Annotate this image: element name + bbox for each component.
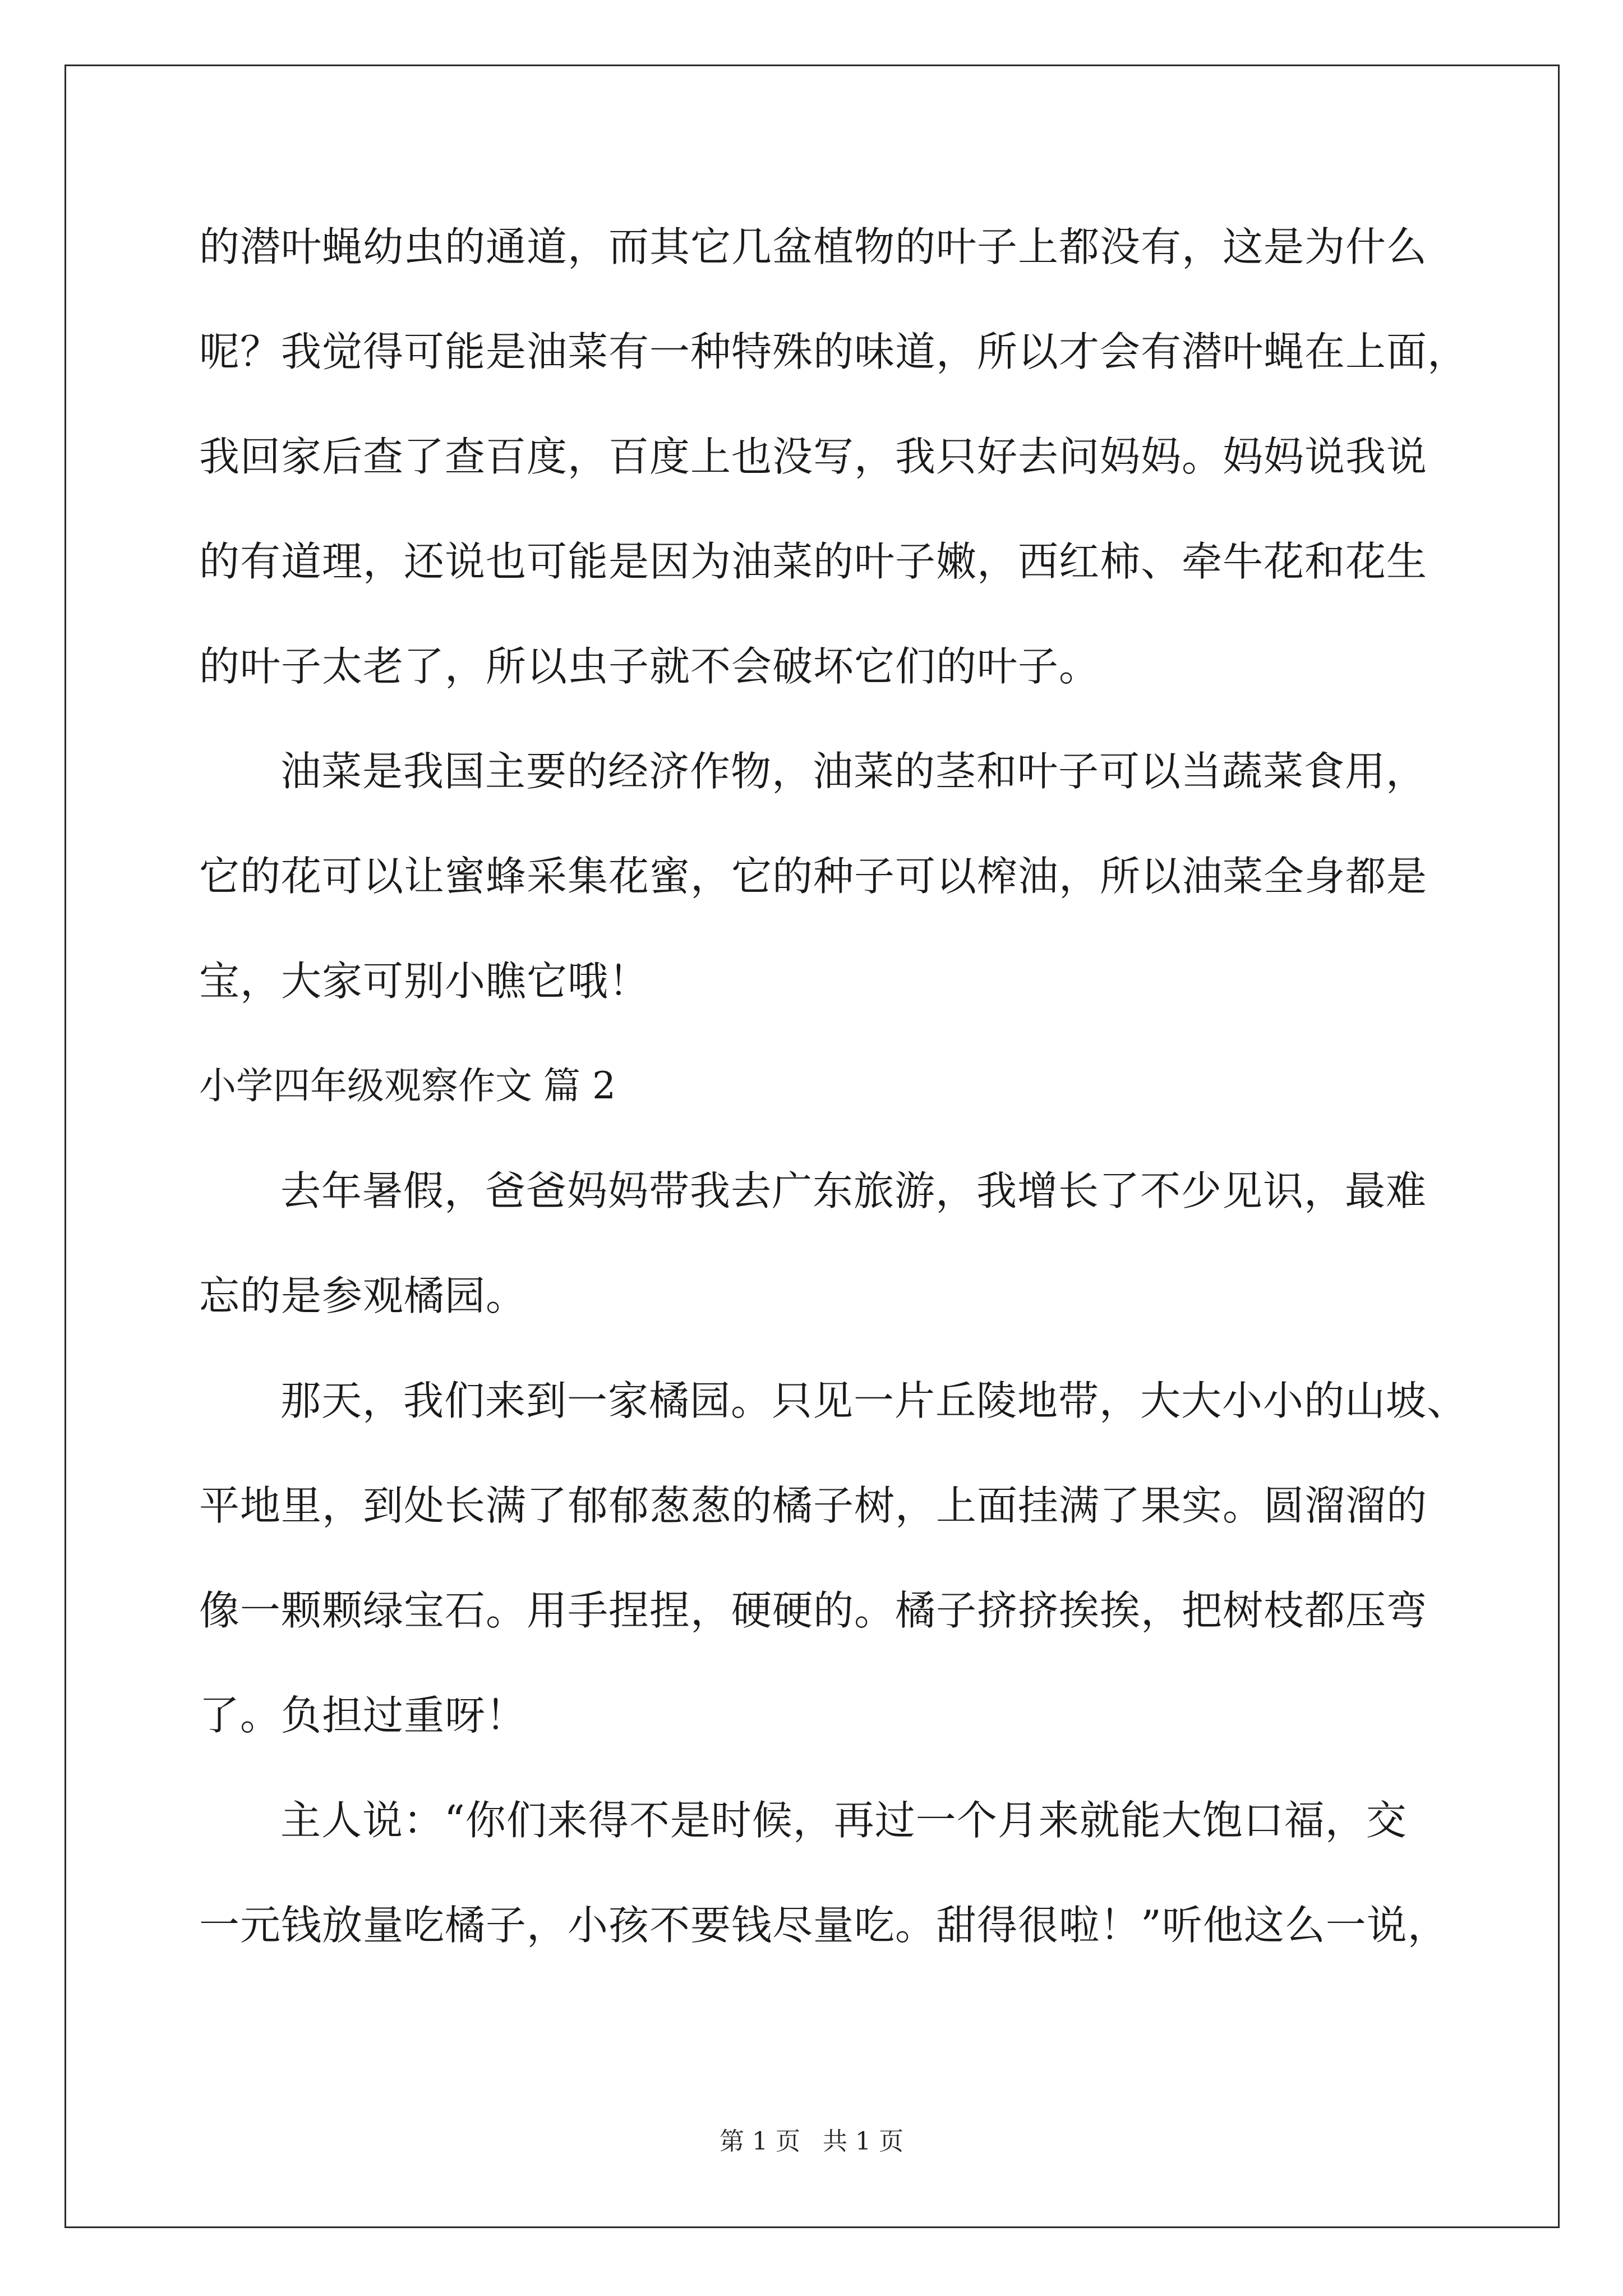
section-title: 小学四年级观察作文 — [199, 1064, 532, 1107]
page-footer — [0, 2125, 1623, 2159]
section-heading — [199, 1052, 1427, 1157]
text-line: 油菜是我国主要的经济作物，油菜的茎和叶子可以当蔬菜食用， — [280, 748, 1427, 795]
text-line: 主人说：“你们来得不是时候，再过一个月来就能大饱口福，交 — [280, 1797, 1407, 1844]
page-number: 第 1 页 — [720, 2127, 800, 2156]
text-line: 那天，我们来到一家橘园。只见一片丘陵地带，大大小小的山坡、 — [280, 1377, 1468, 1424]
text-line: 平地里，到处长满了郁郁葱葱的橘子树，上面挂满了果实。圆溜溜的 — [199, 1482, 1428, 1529]
text-line: 忘的是参观橘园。 — [199, 1272, 527, 1319]
text-line: 一元钱放量吃橘子，小孩不要钱尽量吃。甜得很啦！”听他这么一说， — [199, 1902, 1449, 1949]
text-line: 去年暑假，爸爸妈妈带我去广东旅游，我增长了不少见识，最难 — [280, 1167, 1427, 1214]
text-line: 的叶子太老了，所以虫子就不会破坏它们的叶子。 — [199, 643, 1100, 690]
page-count: 共 1 页 — [823, 2127, 903, 2156]
text-line: 像一颗颗绿宝石。用手捏捏，硬硬的。橘子挤挤挨挨，把树枝都压弯 — [199, 1587, 1428, 1634]
text-line: 它的花可以让蜜蜂采集花蜜，它的种子可以榨油，所以油菜全身都是 — [199, 853, 1428, 900]
text-line: 我回家后查了查百度，百度上也没写，我只好去问妈妈。妈妈说我说 — [199, 433, 1428, 480]
text-line: 的有道理，还说也可能是因为油菜的叶子嫩，西红柿、牵牛花和花生 — [199, 538, 1428, 585]
text-line: 的潜叶蝇幼虫的通道，而其它几盆植物的叶子上都没有，这是为什么 — [199, 223, 1428, 270]
section-part: 篇 2 — [543, 1064, 616, 1107]
text-line: 宝，大家可别小瞧它哦！ — [199, 958, 650, 1005]
text-line: 了。负担过重呀！ — [199, 1692, 527, 1739]
text-line: 呢？我觉得可能是油菜有一种特殊的味道，所以才会有潜叶蝇在上面， — [199, 328, 1469, 375]
document-body — [199, 213, 1469, 1996]
